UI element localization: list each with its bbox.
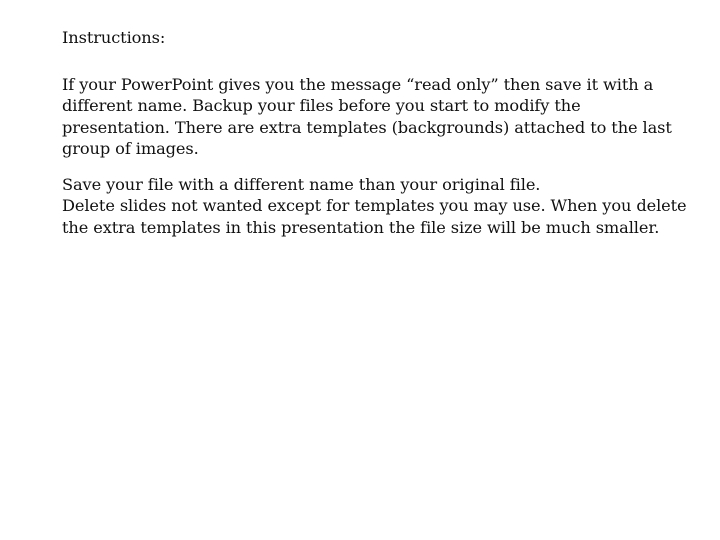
paragraph-spacer	[62, 160, 702, 174]
instructions-heading: Instructions:	[62, 28, 166, 47]
text-line: Delete slides not wanted except for templates you may use. When you delete	[62, 196, 687, 215]
text-line: Save your file with a different name than your original file.	[62, 174, 541, 194]
slide-content	[62, 24, 702, 238]
text-line: different name. Backup your files before you start to modify the	[62, 96, 581, 115]
paragraph-read-only-notice	[62, 74, 702, 160]
text-line: presentation. There are extra templates (backgrounds) attached to the last	[62, 117, 672, 137]
text-line: the extra templates in this presentation the file size will be much smaller.	[62, 217, 660, 237]
text-line: group of images.	[62, 139, 199, 158]
text-line: If your PowerPoint gives you the message “read only” then save it with a	[62, 74, 654, 94]
paragraph-save-and-delete	[62, 174, 702, 239]
